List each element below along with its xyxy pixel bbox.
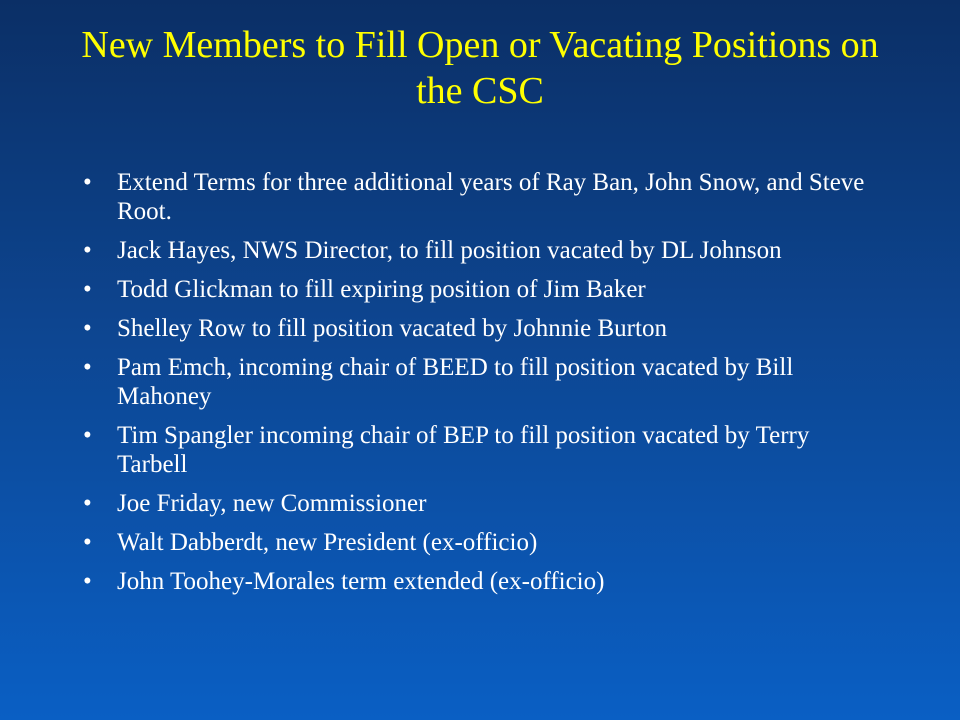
- bullet-text: Jack Hayes, NWS Director, to fill position vacated by DL Johnson: [117, 237, 782, 264]
- bullet-item: [80, 528, 880, 557]
- bullet-icon: •: [83, 568, 92, 595]
- bullet-text: John Toohey-Morales term extended (ex-officio): [117, 568, 605, 595]
- bullet-icon: •: [83, 354, 92, 381]
- bullet-icon: •: [83, 490, 92, 517]
- bullet-item: [80, 168, 880, 226]
- bullet-item: [80, 421, 880, 479]
- bullet-icon: •: [83, 529, 92, 556]
- bullet-icon: •: [83, 169, 92, 196]
- bullet-item: [80, 567, 880, 596]
- bullet-text: Todd Glickman to fill expiring position of Jim Baker: [117, 276, 646, 303]
- bullet-text: Joe Friday, new Commissioner: [117, 490, 427, 517]
- bullet-icon: •: [83, 276, 92, 303]
- bullet-icon: •: [83, 315, 92, 342]
- bullet-text: Shelley Row to fill position vacated by Johnnie Burton: [117, 315, 667, 342]
- bullet-item: [80, 236, 880, 265]
- bullet-icon: •: [83, 237, 92, 264]
- bullet-text: Walt Dabberdt, new President (ex-officio): [117, 529, 538, 556]
- bullet-icon: •: [83, 422, 92, 449]
- bullet-item: [80, 489, 880, 518]
- bullet-list: [80, 168, 880, 606]
- slide-title: New Members to Fill Open or Vacating Positions on the CSC: [81, 24, 879, 112]
- bullet-item: [80, 353, 880, 411]
- bullet-text: Extend Terms for three additional years of Ray Ban, John Snow, and Steve Root.: [117, 169, 865, 225]
- bullet-text: Tim Spangler incoming chair of BEP to fill position vacated by Terry Tarbell: [117, 422, 810, 478]
- bullet-item: [80, 314, 880, 343]
- bullet-item: [80, 275, 880, 304]
- bullet-text: Pam Emch, incoming chair of BEED to fill position vacated by Bill Mahoney: [117, 354, 794, 410]
